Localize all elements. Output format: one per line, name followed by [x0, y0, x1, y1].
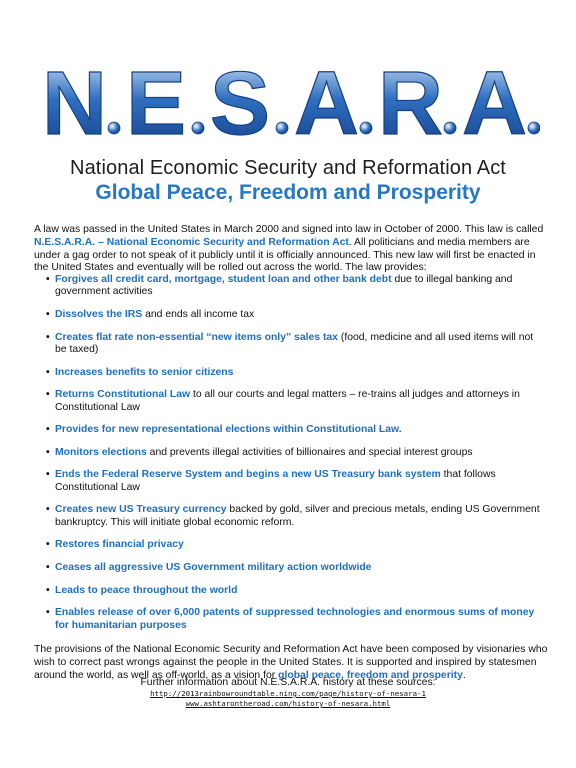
- logo-letter: N: [42, 62, 107, 142]
- list-item-bold: Provides for new representational elections within Constitutional Law.: [55, 424, 402, 436]
- logo-letter: S: [210, 62, 271, 142]
- intro-text-continued: . All politicians and media members are under a gag order to not speak of it publicly until it is officially announced. This new law will first be enacted in the United States and eventually will be rolled out across the world. The law provides:: [34, 236, 536, 274]
- list-item-text: and ends all income tax: [142, 309, 255, 320]
- list-item-bold: Creates new US Treasury currency: [55, 504, 227, 516]
- list-item: [46, 447, 546, 459]
- list-item: [46, 504, 546, 529]
- list-item: [46, 607, 546, 632]
- list-item: [46, 309, 546, 321]
- intro-highlight: N.E.S.A.R.A. – National Economic Security and Reformation Act: [34, 236, 349, 248]
- list-item-text: to all our courts and legal matters – re-trains all judges and attorneys in Constitutional Law: [55, 389, 520, 413]
- list-item-text: due to illegal banking and government activities: [55, 274, 513, 298]
- list-item-bold: Increases benefits to senior citizens: [55, 366, 234, 378]
- globe-dot-icon: [192, 122, 204, 134]
- globe-dot-icon: [108, 122, 120, 134]
- list-item-text: and prevents illegal activities of billionaires and special interest groups: [146, 446, 473, 458]
- closing-highlight: global peace, freedom and prosperity: [278, 669, 463, 681]
- list-item-bold: Ends the Federal Reserve System and begins a new US Treasury bank system: [55, 469, 441, 481]
- list-item: [46, 367, 546, 379]
- list-item: [46, 562, 546, 574]
- source-link-2[interactable]: www.ashtarontheroad.com/history-of-nesara.html: [185, 699, 391, 708]
- list-item-text: backed by gold, silver and precious metals, ending US Government bankruptcy. This will initiate global economic reform.: [55, 504, 540, 528]
- provisions-list: [46, 274, 546, 642]
- list-item: [46, 332, 546, 357]
- list-item: [46, 389, 546, 414]
- globe-dot-icon: [444, 122, 456, 134]
- list-item: [46, 274, 546, 299]
- nesara-logo-graphic: [36, 62, 540, 142]
- list-item-bold: Leads to peace throughout the world: [55, 584, 238, 596]
- closing-text: The provisions of the National Economic Security and Reformation Act have been composed by visionaries who wish to correct past wrongs against the people in the United States. It is supported and inspired by statesmen around the world, as well as off-world, as a vision for: [34, 644, 548, 681]
- sources-label: Further information about N.E.S.A.R.A. history at these sources:: [140, 677, 436, 688]
- list-item-bold: Dissolves the IRS: [55, 309, 143, 320]
- list-item-bold: Monitors elections: [55, 446, 147, 458]
- globe-dot-icon: [360, 122, 372, 134]
- list-item: [46, 585, 546, 597]
- globe-dot-icon: [276, 122, 288, 134]
- logo-letter: R: [378, 62, 443, 142]
- source-link-1[interactable]: http://2013rainbowroundtable.ning.com/page/history-of-nesara-1: [150, 689, 426, 698]
- closing-end: .: [462, 669, 466, 681]
- intro-text: A law was passed in the United States in March 2000 and signed into law in October of 2000. This law is called: [34, 224, 544, 236]
- logo-letter: A: [462, 62, 527, 142]
- list-item-bold: Returns Constitutional Law: [55, 389, 191, 401]
- list-item-bold: Enables release of over 6,000 patents of suppressed technologies and enormous sums of money for humanitarian purposes: [55, 607, 535, 631]
- list-item-bold: Restores financial privacy: [55, 539, 184, 551]
- list-item-text: that follows Constitutional Law: [55, 469, 496, 493]
- list-item-text: (food, medicine and all used items will not be taxed): [55, 331, 534, 355]
- list-item-bold: Ceases all aggressive US Government military action worldwide: [55, 561, 372, 573]
- list-item: [46, 469, 546, 494]
- logo-letter: E: [126, 62, 187, 142]
- page-tagline: Global Peace, Freedom and Prosperity: [95, 181, 481, 204]
- list-item-bold: Creates flat rate non-essential “new items only” sales tax: [55, 331, 338, 343]
- page-title: National Economic Security and Reformation Act: [70, 157, 506, 179]
- globe-dot-icon: [528, 122, 540, 134]
- nesara-logo: [36, 62, 540, 142]
- list-item-bold: Forgives all credit card, mortgage, student loan and other bank debt: [55, 274, 392, 285]
- sources-section: [0, 677, 576, 709]
- logo-letter: A: [294, 62, 359, 142]
- list-item: [46, 424, 546, 436]
- list-item: [46, 539, 546, 551]
- intro-paragraph: [34, 224, 548, 274]
